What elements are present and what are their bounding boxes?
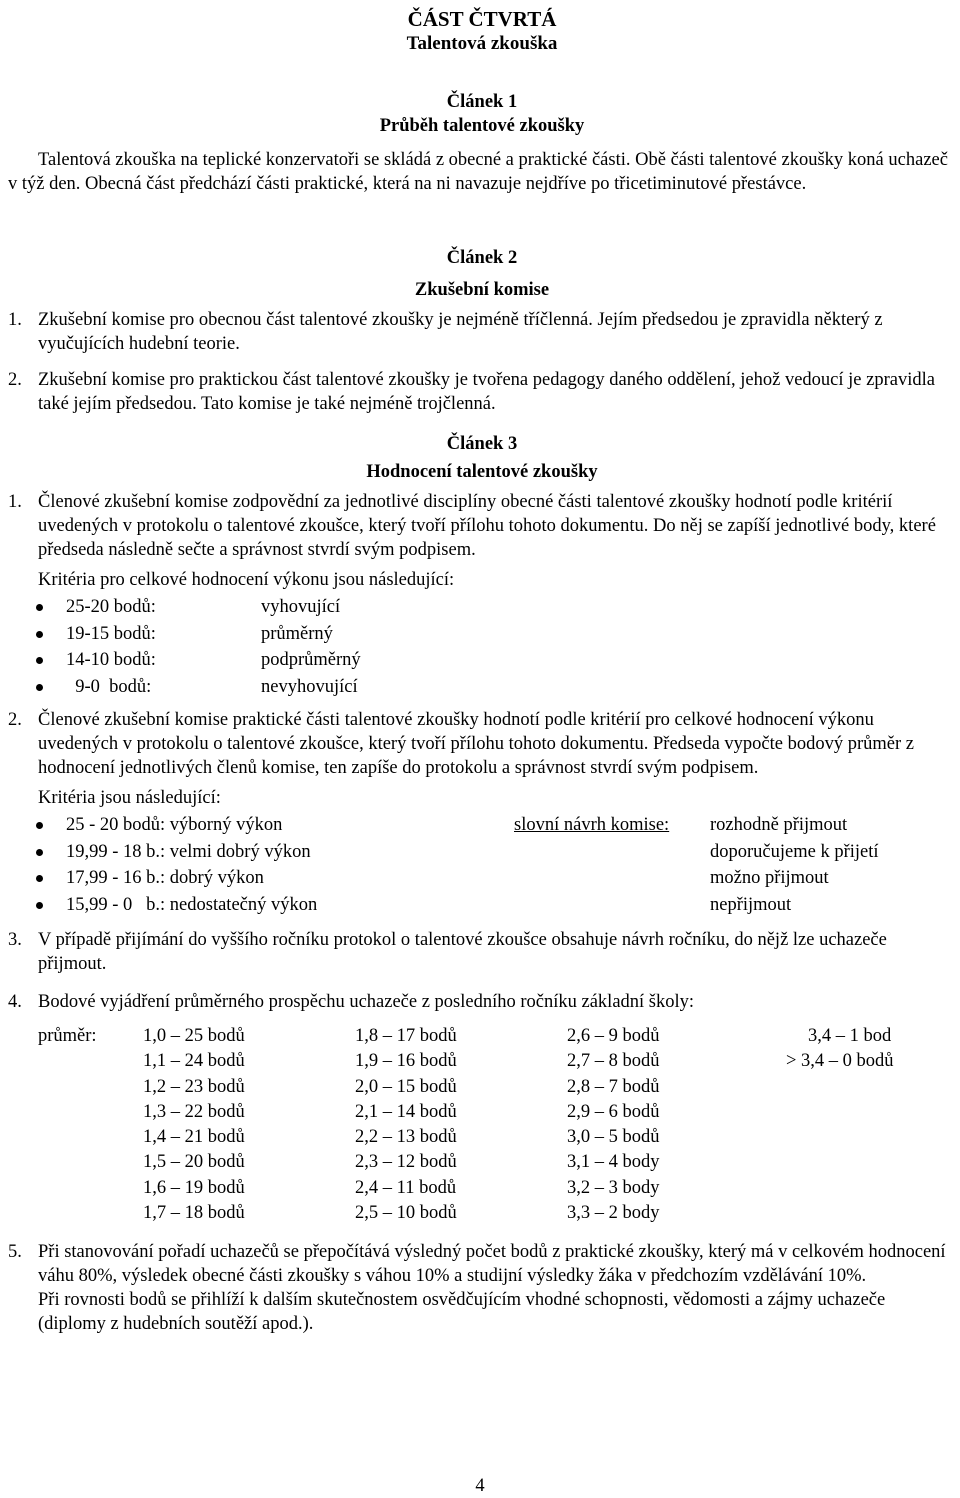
criteria-intro: Kritéria pro celkové hodnocení výkonu jsou následující: xyxy=(38,570,455,590)
table-cell: 2,8 – 7 bodů xyxy=(567,1076,660,1097)
item-number: 4. xyxy=(8,992,22,1012)
list-item: 17,99 - 16 b.: dobrý výkon možno přijmout xyxy=(38,865,956,892)
table-label: průměr: xyxy=(38,1026,97,1046)
list-item: 15,99 - 0 b.: nedostatečný výkon nepřijmout xyxy=(38,892,956,919)
table-cell: 1,7 – 18 bodů xyxy=(143,1203,245,1224)
table-cell: 3,2 – 3 body xyxy=(567,1177,660,1198)
article3-item-1 xyxy=(8,490,956,562)
item-number: 3. xyxy=(8,930,22,950)
article2-title: Článek 2 xyxy=(446,248,518,268)
article2-item-2 xyxy=(8,368,956,416)
article2-subtitle: Zkušební komise xyxy=(414,280,550,300)
table-cell: 1,1 – 24 bodů xyxy=(143,1051,245,1072)
article3-item-3 xyxy=(8,928,956,976)
table-cell: 2,5 – 10 bodů xyxy=(355,1203,457,1224)
article3-item-5 xyxy=(8,1240,956,1288)
table-cell: 1,2 – 23 bodů xyxy=(143,1076,245,1097)
table-cell: 1,5 – 20 bodů xyxy=(143,1152,245,1173)
item-text: Členové zkušební komise zodpovědní za jednotlivé disciplíny obecné části talentové zkoušky hodnotí podle kritérií uvedených v protokolu o talentové zkoušce, který tvoří přílohu tohoto dokumentu. Do něj se zapíší jednotlivé body, které předseda následně sečte a správnost stvrdí svým podpisem. xyxy=(38,492,936,560)
table-cell: 2,7 – 8 bodů xyxy=(567,1051,660,1072)
article3-subtitle: Hodnocení talentové zkoušky xyxy=(366,462,598,482)
item-text: V případě přijímání do vyššího ročníku protokol o talentové zkoušce obsahuje návrh ročníku, do nějž lze uchazeče přijmout. xyxy=(38,930,887,974)
item-text: Při stanovování pořadí uchazečů se přepočítává výsledný počet bodů z praktické zkoušky, který má v celkovém hodnocení váhu 80%, výsledek obecné části zkoušky s váhou 10% a studijní výsledky žáka v předchozím vzdělávání 10%. xyxy=(38,1242,946,1287)
proposal-label: slovní návrh komise: xyxy=(514,815,670,835)
item-text: Bodové vyjádření průměrného prospěchu uchazeče z posledního ročníku základní školy: xyxy=(38,992,695,1012)
item-text: Členové zkušební komise praktické části talentové zkoušky hodnotí podle kritérií pro celkové hodnocení výkonu uvedených v protokolu o talentové zkoušce, který tvoří přílohu tohoto dokumentu. Předseda vypočte bodový průměr z hodnocení jednotlivých členů komise, ten zapíše do protokolu a správnost stvrdí svým podpisem. xyxy=(38,710,914,778)
table-cell: 1,8 – 17 bodů xyxy=(355,1026,457,1046)
item-number: 1. xyxy=(8,310,22,330)
criteria-intro: Kritéria jsou následující: xyxy=(38,788,221,808)
list-item: 9-0 bodů: nevyhovující xyxy=(38,674,956,701)
article1-subtitle: Průběh talentové zkoušky xyxy=(379,116,585,136)
item-number: 5. xyxy=(8,1242,22,1263)
table-cell: 3,4 – 1 bod xyxy=(808,1026,892,1046)
table-cell: 2,3 – 12 bodů xyxy=(355,1152,457,1173)
item-5-text-2: Při rovnosti bodů se přihlíží k dalším skutečnostem osvědčujícím vhodné schopnosti, vědomosti a zájmy uchazeče (diplomy z hudebních soutěží apod.). xyxy=(38,1290,886,1335)
average-grade-table xyxy=(8,1024,956,1226)
criteria-list xyxy=(8,594,956,700)
table-cell: 3,3 – 2 body xyxy=(567,1203,660,1224)
part-subtitle: Talentová zkouška xyxy=(406,33,558,54)
table-cell: 2,2 – 13 bodů xyxy=(355,1127,457,1148)
article2-item-1 xyxy=(8,308,956,356)
table-cell: 1,3 – 22 bodů xyxy=(143,1101,245,1122)
list-item: 19,99 - 18 b.: velmi dobrý výkon doporučujeme k přijetí xyxy=(38,839,956,866)
part-title: ČÁST ČTVRTÁ xyxy=(407,7,557,31)
table-cell: 3,0 – 5 bodů xyxy=(567,1127,660,1148)
article3-title: Článek 3 xyxy=(446,434,518,454)
table-cell: 1,4 – 21 bodů xyxy=(143,1127,245,1148)
table-cell: 2,6 – 9 bodů xyxy=(567,1026,660,1046)
item-text: Zkušební komise pro obecnou část talentové zkoušky je nejméně tříčlenná. Jejím předsedou je zpravidla některý z vyučujících hudební teorie. xyxy=(38,310,883,354)
table-cell: 2,4 – 11 bodů xyxy=(355,1177,457,1198)
article1-title: Článek 1 xyxy=(446,92,518,112)
table-cell: 1,0 – 25 bodů xyxy=(143,1026,245,1046)
article3-item-2 xyxy=(8,708,956,780)
table-cell: 3,1 – 4 body xyxy=(567,1152,660,1173)
list-item: 25-20 bodů: vyhovující xyxy=(38,594,956,621)
table-cell: > 3,4 – 0 bodů xyxy=(786,1051,894,1072)
item-number: 2. xyxy=(8,710,22,730)
item-text: Zkušební komise pro praktickou část talentové zkoušky je tvořena pedagogy daného oddělení, jehož vedoucí je zpravidla také jejím předsedou. Tato komise je také nejméně trojčlenná. xyxy=(38,370,935,414)
list-item: 14-10 bodů: podprůměrný xyxy=(38,647,956,674)
article3-item-4 xyxy=(8,990,956,1014)
article1-text: Talentová zkouška na teplické konzervatoři se skládá z obecné a praktické části. Obě části talentové zkoušky koná uchazeč v týž den. Obecná část předchází části praktické, která na ni navazuje nejdříve po třicetiminutové přestávce. xyxy=(8,150,948,194)
table-cell: 2,1 – 14 bodů xyxy=(355,1101,457,1122)
table-cell: 2,0 – 15 bodů xyxy=(355,1076,457,1097)
list-item: 19-15 bodů: průměrný xyxy=(38,621,956,648)
table-cell: 2,9 – 6 bodů xyxy=(567,1101,660,1122)
table-cell: 1,9 – 16 bodů xyxy=(355,1051,457,1072)
table-cell: 1,6 – 19 bodů xyxy=(143,1177,245,1198)
item-number: 1. xyxy=(8,492,22,512)
page-number: 4 xyxy=(475,1476,485,1496)
criteria-list xyxy=(8,812,956,918)
item-number: 2. xyxy=(8,370,22,390)
list-item: 25 - 20 bodů: výborný výkon slovní návrh komise: rozhodně přijmout xyxy=(38,812,956,839)
